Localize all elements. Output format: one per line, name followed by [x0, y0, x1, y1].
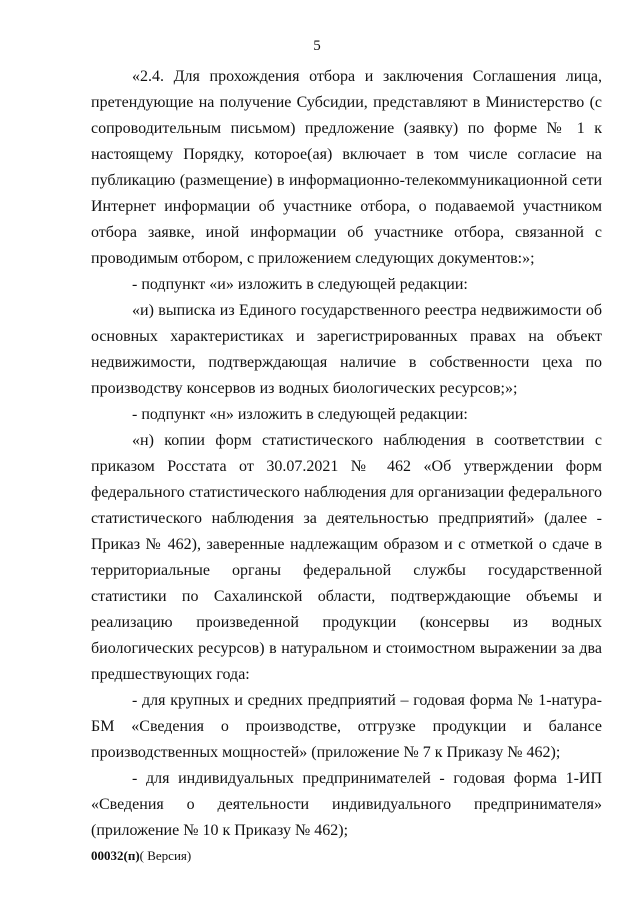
paragraph-large-enterprises: - для крупных и средних предприятий – годовая форма № 1-натура-БМ «Сведения о производстве, отгрузке продукции и балансе производственных мощностей» (приложение № 7 к Приказу № 462); [91, 692, 602, 761]
paragraph-subpoint-i-heading: - подпункт «и» изложить в следующей редакции: [132, 276, 468, 293]
paragraph-individual-entrepreneurs: - для индивидуальных предпринимателей - годовая форма 1-ИП «Сведения о деятельности индивидуального предпринимателя» (приложение № 10 к Приказу № 462); [91, 770, 602, 839]
page-number: 5 [313, 38, 321, 54]
footer-version: ( Версия) [139, 848, 192, 863]
paragraph-subpoint-n-heading: - подпункт «н» изложить в следующей редакции: [132, 406, 468, 423]
paragraph-2-4: «2.4. Для прохождения отбора и заключения Соглашения лица, претендующие на получение Субсидии, представляют в Министерство (с сопроводительным письмом) предложение (заявку) по форме № 1 к настоящему Порядку, которое(ая) включает в том числе согласие на публикацию (размещение) в информационно-телекоммуникационной сети Интернет информации об участнике отбора, о подаваемой участником отбора заявке, иной информации об участнике отбора, связанной с проводимым отбором, с приложением следующих документов:»; [91, 68, 602, 267]
footer-code: 00032(п) [91, 848, 140, 863]
document-body [91, 64, 602, 844]
paragraph-subpoint-i-text: «и) выписка из Единого государственного реестра недвижимости об основных характеристиках и зарегистрированных правах на объект недвижимости, подтверждающая наличие в собственности цеха по производству консервов из водных биологических ресурсов;»; [91, 302, 602, 397]
footer [91, 848, 191, 864]
paragraph-subpoint-n-text: «н) копии форм статистического наблюдения в соответствии с приказом Росстата от 30.07.2021 № 462 «Об утверждении форм федерального статистического наблюдения для организации федерального статистического наблюдения за деятельностью предприятий» (далее - Приказ № 462), заверенные надлежащим образом и с отметкой о сдаче в территориальные органы федеральной службы государственной статистики по Сахалинской области, подтверждающие объемы и реализацию произведенной продукции (консервы из водных биологических ресурсов) в натуральном и стоимостном выражении за два предшествующих года: [91, 432, 602, 683]
